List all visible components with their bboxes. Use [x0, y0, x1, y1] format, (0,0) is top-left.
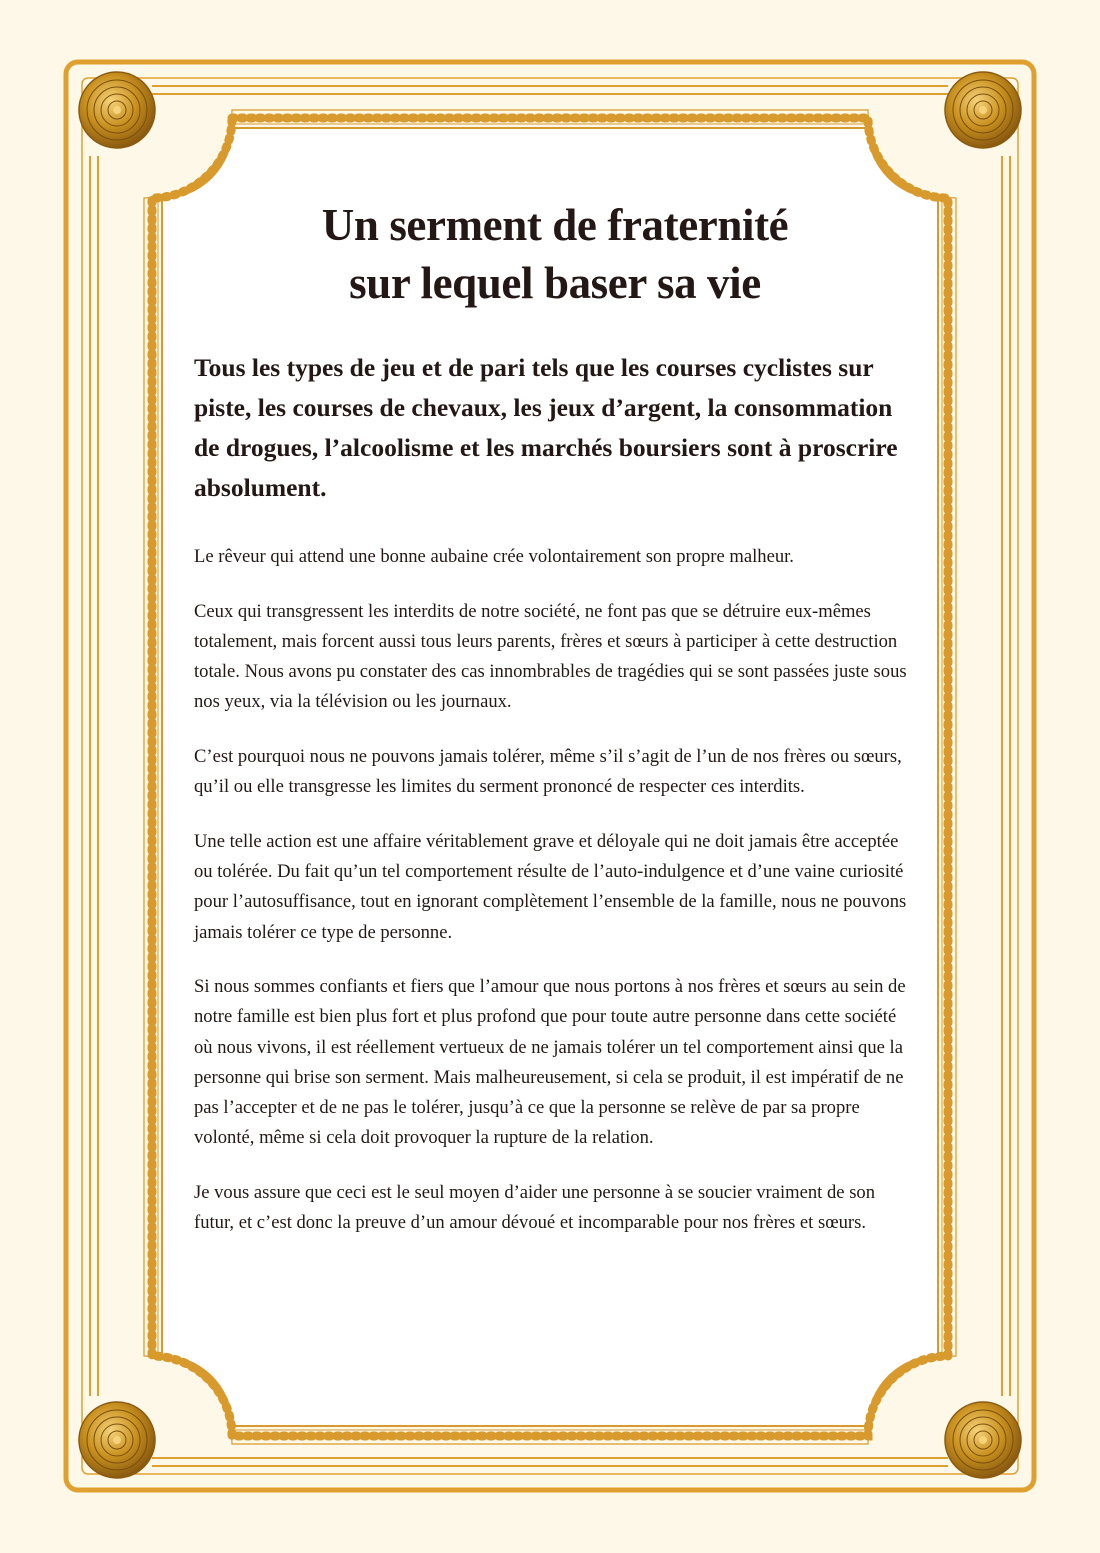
gold-medallion-icon: [945, 1402, 1021, 1478]
lead-statement: Tous les types de jeu et de pari tels que les courses cyclistes sur piste, les courses de chevaux, les jeux d’argent, la consommation de drogues, l’alcoolisme et les marchés boursiers sont à proscrire absolument.: [194, 353, 898, 502]
gold-medallion-icon: [79, 72, 155, 148]
body-paragraph: Je vous assure que ceci est le seul moyen d’aider une personne à se soucier vraiment de son futur, et c’est donc la preuve d’un amour dévoué et incomparable pour nos frères et sœurs.: [194, 1181, 876, 1234]
body-paragraph: Si nous sommes confiants et fiers que l’amour que nous portons à nos frères et sœurs au sein de notre famille est bien plus fort et plus profond que pour toute autre personne dans cette société où nous vivons, il est réellement vertueux de ne jamais tolérer un tel comportement ainsi que la personne qui brise son serment. Mais malheureusement, si cela se produit, il est impératif de ne pas l’accepter et de ne pas le tolérer, jusqu’à ce que la personne se relève de par sa propre volonté, même si cela doit provoquer la rupture de la relation.: [194, 976, 906, 1149]
gold-medallion-icon: [79, 1402, 155, 1478]
gold-medallion-icon: [945, 72, 1021, 148]
body-paragraph: Le rêveur qui attend une bonne aubaine crée volontairement son propre malheur.: [194, 546, 794, 567]
body-paragraph: C’est pourquoi nous ne pouvons jamais tolérer, même s’il s’agit de l’un de nos frères ou sœurs, qu’il ou elle transgresse les limites du serment prononcé de respecter ces interdits.: [194, 746, 902, 798]
body-paragraph: Une telle action est une affaire véritablement grave et déloyale qui ne doit jamais être acceptée ou tolérée. Du fait qu’un tel comportement résulte de l’auto-indulgence et d’une vaine curiosité pour l’autosuffisance, tout en ignorant complètement l’ensemble de la famille, nous ne pouvons jamais tolérer ce type de personne.: [194, 830, 907, 943]
document-body: [194, 196, 916, 1238]
page-title: [194, 196, 916, 312]
body-paragraph: Ceux qui transgressent les interdits de notre société, ne font pas que se détruire eux-mêmes totalement, mais forcent aussi tous leurs parents, frères et sœurs à participer à cette destruction totale. Nous avons pu constater des cas innombrables de tragédies qui se sont passées juste sous nos yeux, via la télévision ou les journaux.: [194, 600, 907, 713]
title-line: Un serment de fraternité: [321, 200, 789, 250]
title-line: sur lequel baser sa vie: [349, 258, 761, 308]
